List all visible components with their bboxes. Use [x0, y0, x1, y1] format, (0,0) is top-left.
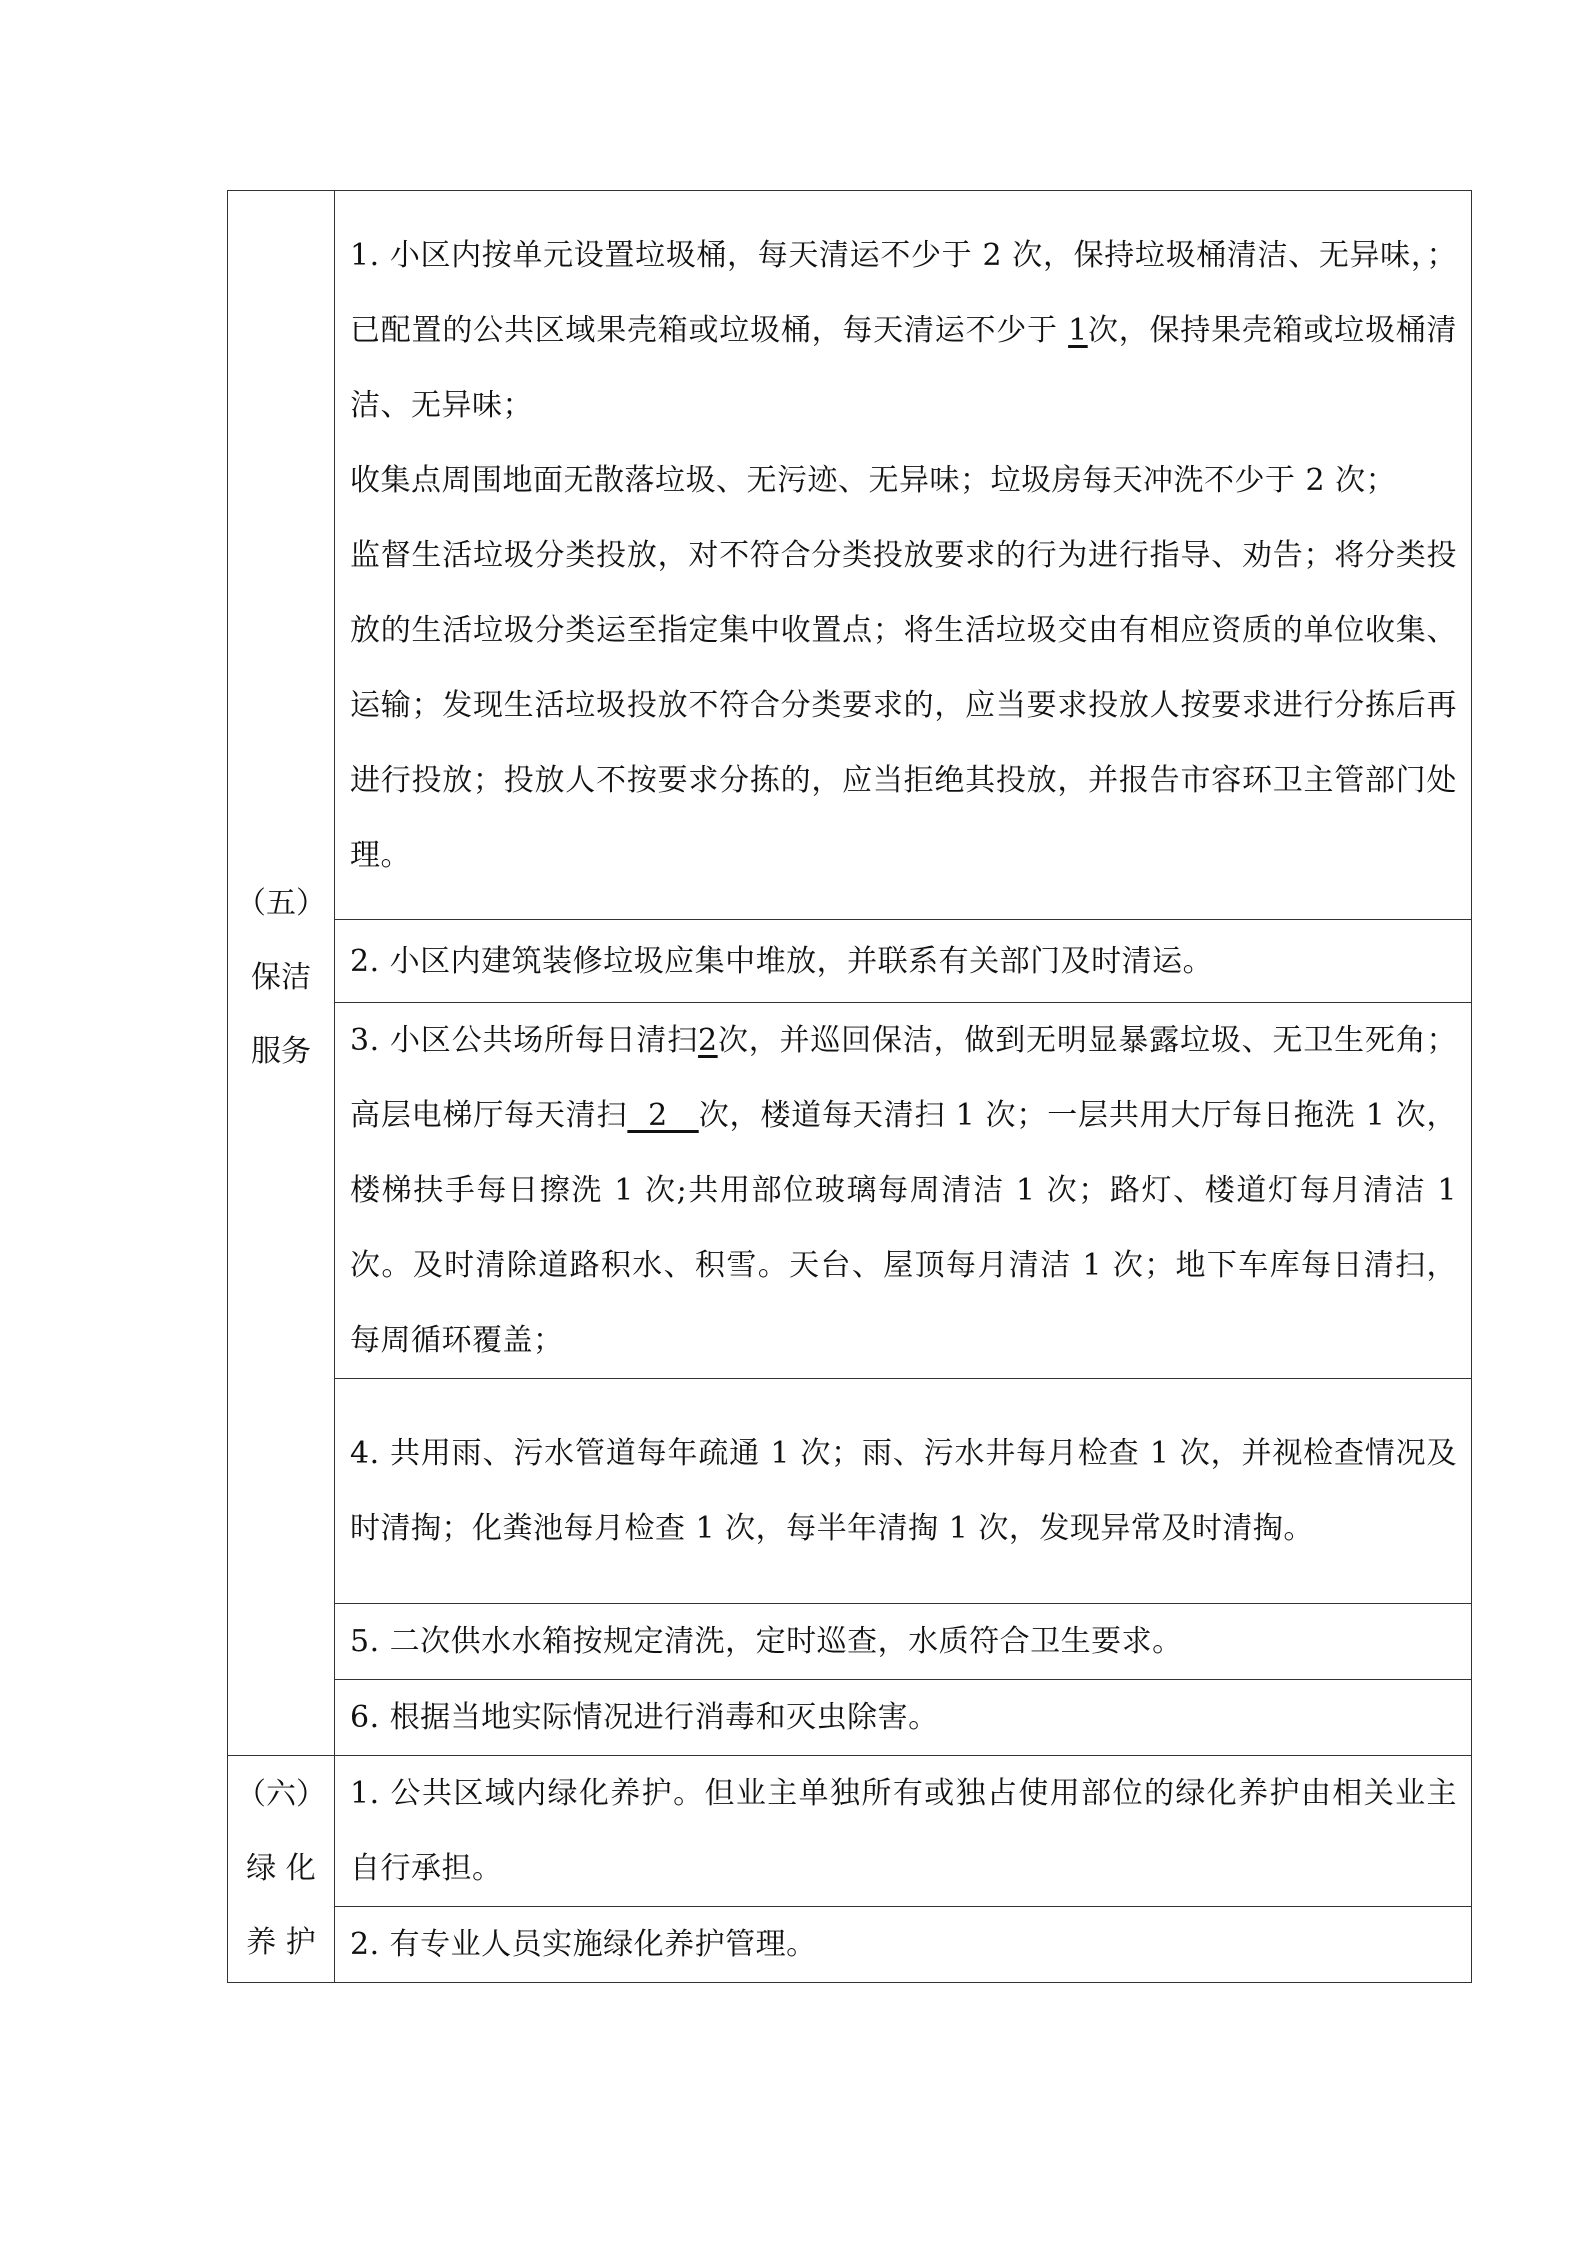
- section-6-item-1: 1. 公共区域内绿化养护。但业主单独所有或独占使用部位的绿化养护由相关业主自行承担。: [335, 1756, 1472, 1907]
- text-span: 次，并巡回保洁，做到无明显暴露垃圾、无卫生死角；高层电梯厅每天清扫: [350, 1023, 1458, 1133]
- table-row: [228, 920, 1472, 1003]
- section-5-item-4: 4. 共用雨、污水管道每年疏通 1 次；雨、污水井每月检查 1 次，并视检查情况及时清掏；化粪池每月检查 1 次，每半年清掏 1 次，发现异常及时清掏。: [335, 1379, 1472, 1604]
- text-span: 1. 小区内按单元设置垃圾桶，每天清运不少于 2 次，保持垃圾桶清洁、无异味，；已配置的公共区域果壳箱或垃圾桶，每天清运不少于: [350, 237, 1457, 348]
- section-6-title-line1: 绿 化: [246, 1851, 316, 1886]
- section-5-item-2: 2. 小区内建筑装修垃圾应集中堆放，并联系有关部门及时清运。: [335, 920, 1472, 1003]
- service-standards-table: [227, 190, 1472, 1983]
- underlined-value: 1: [1068, 312, 1088, 348]
- text-span: 次，保持果壳箱或垃圾桶清洁、无异味；: [350, 312, 1457, 423]
- underlined-value: 2: [627, 1098, 699, 1133]
- table-row: [228, 1379, 1472, 1604]
- section-6-number: （六）: [236, 1777, 326, 1812]
- section-5-number: （五）: [236, 886, 326, 921]
- item-1-paragraph-2: 收集点周围地面无散落垃圾、无污迹、无异味；垃圾房每天冲洗不少于 2 次；: [350, 462, 1397, 498]
- table-row: [228, 1907, 1472, 1983]
- item-1-paragraph-3: 监督生活垃圾分类投放，对不符合分类投放要求的行为进行指导、劝告；将分类投放的生活垃圾分类运至指定集中收置点；将生活垃圾交由有相应资质的单位收集、运输；发现生活垃圾投放不符合分类要求的，应当要求投放人按要求进行分拣后再进行投放；投放人不按要求分拣的，应当拒绝其投放，并报告市容环卫主管部门处理。: [350, 537, 1457, 873]
- table-row: [228, 1680, 1472, 1756]
- underlined-value: 2: [698, 1023, 718, 1058]
- text-span: 3. 小区公共场所每日清扫: [350, 1023, 699, 1058]
- section-5-title-line2: 服务: [251, 1034, 311, 1069]
- table-row: [228, 1604, 1472, 1680]
- section-5-label-cell: [228, 191, 335, 1756]
- section-6-label-cell: [228, 1756, 335, 1983]
- section-5-item-6: 6. 根据当地实际情况进行消毒和灭虫除害。: [335, 1680, 1472, 1756]
- section-5-title-line1: 保洁: [251, 960, 311, 995]
- table-row: [228, 1756, 1472, 1907]
- section-5-item-3: [335, 1003, 1472, 1379]
- section-6-item-2: 2. 有专业人员实施绿化养护管理。: [335, 1907, 1472, 1983]
- text-span: 次，楼道每天清扫 1 次；一层共用大厅每日拖洗 1 次，楼梯扶手每日擦洗 1 次;共用部位玻璃每周清洁 1 次；路灯、楼道灯每月清洁 1 次。及时清除道路积水、积雪。天台、屋顶每月清洁 1 次；地下车库每日清扫，每周循环覆盖；: [350, 1098, 1457, 1358]
- item-1-paragraph-1: [350, 218, 1457, 443]
- section-5-item-5: 5. 二次供水水箱按规定清洗，定时巡查，水质符合卫生要求。: [335, 1604, 1472, 1680]
- section-5-item-1: [335, 191, 1472, 920]
- table-row: [228, 1003, 1472, 1379]
- section-6-title-line2: 养 护: [246, 1925, 316, 1960]
- table-row: [228, 191, 1472, 920]
